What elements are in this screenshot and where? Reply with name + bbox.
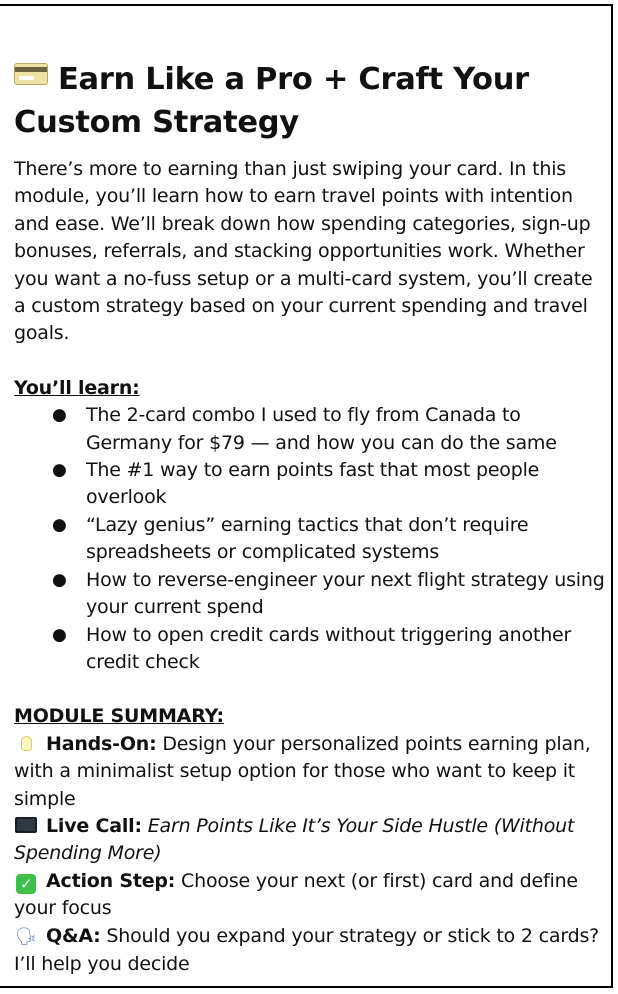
action-step-label: Action Step: xyxy=(46,869,176,892)
list-item xyxy=(14,402,606,457)
module-section xyxy=(14,58,606,978)
qa-label: Q&A: xyxy=(46,924,101,947)
list-item-text: The #1 way to earn points fast that most people overlook xyxy=(86,459,540,509)
list-item-text: How to open credit cards without triggering another credit check xyxy=(86,623,572,673)
hands-on-text: Design your personalized points earning plan, with a minimalist setup option for those who want to keep it simple xyxy=(14,732,591,810)
learn-list xyxy=(14,402,606,676)
bullet-icon: ● xyxy=(52,405,67,426)
summary-hands-on xyxy=(14,731,606,813)
module-title: Earn Like a Pro + Craft Your Custom Strategy xyxy=(14,62,529,140)
bullet-icon: ● xyxy=(52,460,67,481)
summary-live-call xyxy=(14,813,606,868)
speaking-head-glyph: 🗣 xyxy=(15,926,37,947)
list-item xyxy=(14,567,606,622)
lightbulb-icon xyxy=(14,731,38,758)
module-title-heading xyxy=(14,58,606,144)
bullet-icon: ● xyxy=(52,569,67,590)
credit-card-icon xyxy=(14,63,48,85)
speaking-head-icon xyxy=(14,923,38,951)
bullet-icon: ● xyxy=(52,624,67,645)
summary-action-step xyxy=(14,868,606,923)
action-step-text: Choose your next (or first) card and define your focus xyxy=(14,869,578,920)
list-item-text: The 2-card combo I used to fly from Canada to Germany for $79 — and how you can do the same xyxy=(86,404,557,454)
list-item-text: How to reverse-engineer your next flight strategy using your current spend xyxy=(86,568,605,619)
monitor-icon xyxy=(14,813,38,840)
check-glyph: ✓ xyxy=(16,874,36,894)
live-call-label: Live Call: xyxy=(46,814,142,837)
list-item xyxy=(14,622,606,677)
hands-on-label: Hands-On: xyxy=(46,732,157,755)
list-item xyxy=(14,457,606,512)
qa-text: Should you expand your strategy or stick to 2 cards? I’ll help you decide xyxy=(14,924,600,975)
summary-qa xyxy=(14,923,606,979)
learn-heading: You’ll learn: xyxy=(14,376,140,399)
bullet-icon: ● xyxy=(52,514,67,535)
list-item-text: “Lazy genius” earning tactics that don’t require spreadsheets or complicated systems xyxy=(86,513,529,564)
summary-heading: MODULE SUMMARY: xyxy=(14,705,224,728)
list-item xyxy=(14,512,606,567)
module-intro: There’s more to earning than just swiping your card. In this module, you’ll learn how to earn travel points with intention and ease. We’ll break down how spending categories, sign-up bonuses, referrals, and stacking opportunities work. Whether you want a no-fuss setup or a multi-card system, you’ll create a custom strategy based on your current spending and travel goals. xyxy=(14,158,593,345)
check-icon xyxy=(14,868,38,895)
live-call-text: Earn Points Like It’s Your Side Hustle (Without Spending More) xyxy=(14,814,575,865)
